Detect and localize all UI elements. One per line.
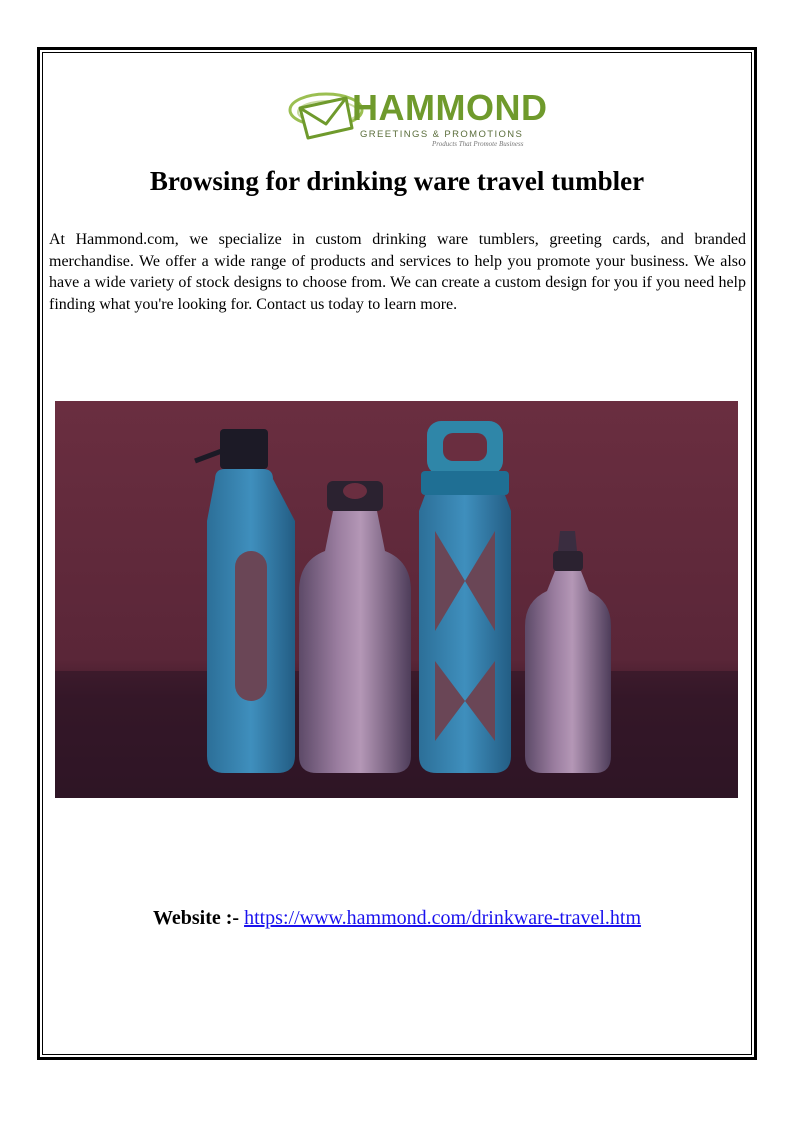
- website-link[interactable]: https://www.hammond.com/drinkware-travel.htm: [244, 907, 642, 929]
- page-title: Browsing for drinking ware travel tumbler: [149, 166, 645, 196]
- hammond-logo: [286, 86, 548, 152]
- logo-tagline: Products That Promote Business: [432, 140, 524, 148]
- logo-subtitle: GREETINGS & PROMOTIONS: [360, 129, 524, 140]
- website-line: [48, 906, 746, 930]
- intro-paragraph: At Hammond.com, we specialize in custom drinking ware tumblers, greeting cards, and branded merchandise. We offer a wide range of products and services to help you promote your business. We also have a wide variety of stock designs to choose from. We can create a custom design for you if you need help finding what you're looking for. Contact us today to learn more.: [49, 231, 746, 313]
- blue-lattice-bottle: [419, 421, 511, 773]
- water-bottles-photo: [55, 401, 738, 798]
- website-label: Website :-: [152, 907, 240, 929]
- logo-wordmark: HAMMOND: [352, 87, 548, 128]
